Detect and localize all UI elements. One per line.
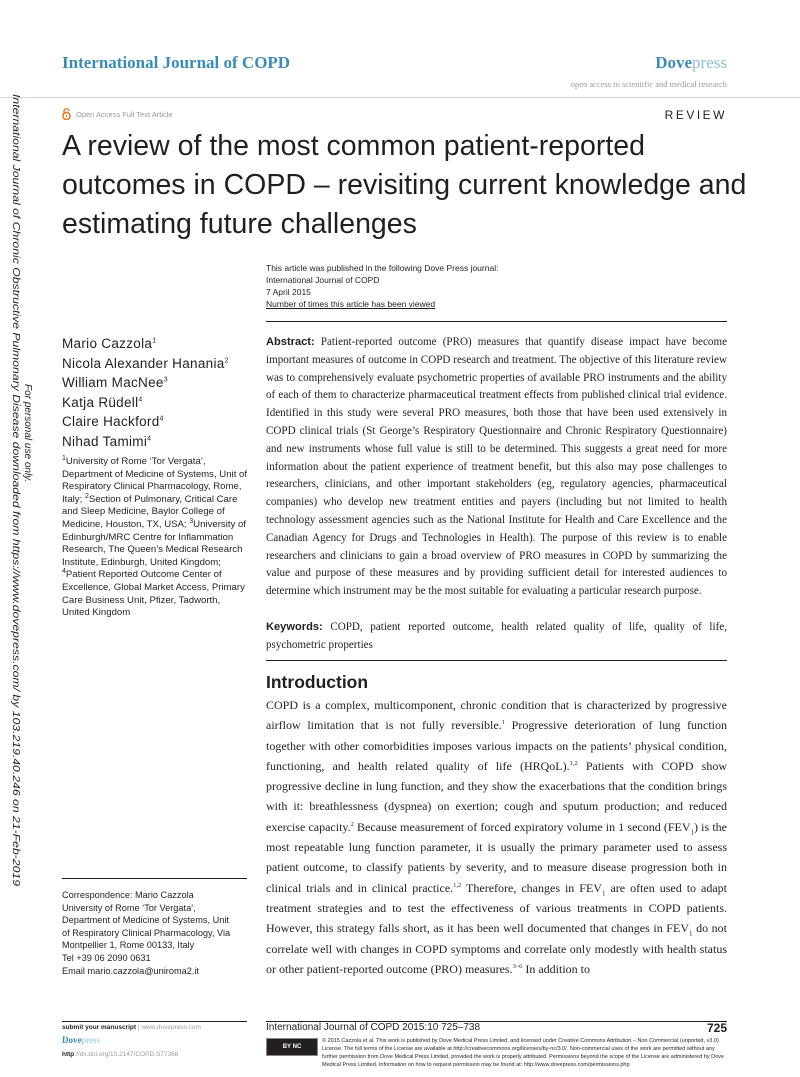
keywords-label: Keywords:	[266, 621, 323, 633]
keywords-text: COPD, patient reported outcome, health related quality of life, quality of life, psychometric properties	[266, 621, 727, 651]
footer-dovepress-logo[interactable]: Dovepress	[62, 1035, 100, 1045]
correspondence-divider	[62, 878, 247, 879]
submit-manuscript-link[interactable]: submit your manuscript | www.dovepress.com	[62, 1024, 201, 1031]
page-number: 725	[706, 1021, 727, 1035]
open-access-label	[62, 108, 173, 120]
affiliation: Section of Pulmonary, Critical Care and Sleep Medicine, Baylor College of Medicine, Houston, TX, USA;	[62, 493, 238, 530]
affiliation: University of Edinburgh/MRC Centre for Inflammation Research, The Queen’s Medical Research Institute, Edinburgh, United Kingdom;	[62, 518, 246, 568]
journal-name[interactable]: International Journal of COPD	[62, 53, 291, 72]
watermark-line: International Journal of Chronic Obstructive Pulmonary Disease downloaded from https://www.dovepress.com/ by 103.219.40.246 on 21-Feb-2019	[10, 94, 21, 743]
brand-main: Dove	[655, 53, 693, 72]
header-divider	[0, 97, 800, 98]
publication-note	[266, 262, 498, 310]
brand-suffix: press	[692, 53, 727, 72]
open-access-text: Open Access Full Text Article	[76, 109, 173, 119]
creative-commons-icon[interactable]: BY NC	[266, 1038, 318, 1056]
pub-note-line: This article was published in the following Dove Press journal:	[266, 263, 499, 273]
abstract-label: Abstract:	[266, 336, 315, 348]
author: Nihad Tamimi$^4$	[62, 433, 152, 449]
author: Nicola Alexander Hanania$^2$	[62, 355, 229, 371]
journal-citation: International Journal of COPD 2015:10 725–738	[266, 1022, 481, 1033]
intro-divider	[266, 660, 727, 661]
affiliation: University of Rome ‘Tor Vergata’, Department of Medicine of Systems, Unit of Respiratory Clinical Pharmacology, Rome, Italy;	[62, 456, 248, 505]
author: William MacNee$^3$	[62, 375, 168, 391]
footer-divider	[62, 1021, 247, 1022]
correspondence	[62, 889, 254, 977]
correspondence-email[interactable]: Email mario.cazzola@uniroma2.it	[62, 965, 199, 976]
watermark-line: For personal use only.	[22, 384, 33, 483]
author: Claire Hackford$^4$	[62, 414, 164, 430]
correspondence-line: Correspondence: Mario Cazzola	[62, 890, 194, 900]
affiliations: $^1$University of Rome ‘Tor Vergata’, Department of Medicine of Systems, Unit of Respiratory Clinical Pharmacology, Rome, Italy; $^2$Section of Pulmonary, Critical Care and Sleep Medicine, Baylor College of Medicine, Houston, TX, USA; $^3$University of Edinburgh/MRC Centre for Inflammation Research, The Queen’s Medical Research Institute, Edinburgh, United Kingdom; $^4$Patient Reported Outcome Center of Excellence, Global Market Access, Primary Care Business Unit, Pfizer, Tadworth, United Kingdom	[62, 454, 248, 619]
abstract-divider	[266, 321, 727, 322]
article-title: A review of the most common patient-reported outcomes in COPD – revisiting current knowledge and estimating future challenges	[62, 130, 747, 240]
abstract-text: Patient-reported outcome (PRO) measures that quantify disease impact have become important measures of outcome in COPD research and treatment. The objective of this literature review was to comprehensively evaluate psychometric properties of available PRO instruments and the ability of each of them to characterize pharmaceutical treatment effects from published clinical trial evidence. Identified in this study were several PRO measures, both those that have been used extensively in COPD clinical trials (St George’s Respiratory Questionnaire and Chronic Respiratory Questionnaire) and new instruments whose full value is still to be determined. This suggests a great need for more information about the patient experience of treatment benefit, but this also may pose challenges to researchers, clinicians, and other important stakeholders (eg, regulatory agencies, pharmaceutical companies) who develop new treatment entities and payers (including but not limited to health technology assessment agencies such as the National Institute for Health and Care Excellence and the Canadian Agency for Drugs and Technologies in Health). The purpose of this review is to enable researchers and clinicians to gain a broad overview of PRO measures in COPD by summarizing the value and purpose of these measures and by providing sufficient detail for interested audiences to determine which instrument may be the most suitable for evaluating a particular research purpose.	[266, 336, 728, 598]
correspondence-line: Montpellier 1, Rome 00133, Italy	[62, 940, 195, 951]
dovepress-logo[interactable]	[655, 53, 727, 73]
download-watermark	[0, 92, 40, 892]
author: Mario Cazzola$^1$	[62, 336, 157, 351]
pub-note-date: 7 April 2015	[266, 287, 311, 297]
intro-paragraph: COPD is a complex, multicomponent, chronic condition that is characterized by progressive airflow limitation that is not fully reversible.$^1$ Progressive deterioration of lung function together with other comorbidities imposes various impacts on the patients’ physical condition, functioning, and health related quality of life (HRQoL).$^{1,2}$ Patients with COPD show progressive decline in lung function, and they show the exacerbations that the condition brings with it: breathlessness (dyspnea) on exertion; cough and sputum production; and reduced exercise capacity.$^2$ Because measurement of forced expiratory volume in 1 second $(FEV_1)$ is the most repeatable lung function parameter, it is usually the primary parameter used to assess patient outcome, to classify patients by severity, and to measure disease progression both in clinical trials and in clinical practice.$^{1,2}$ Therefore, changes in $FEV_1$ are often used to adapt treatment strategies and to test the effectiveness of various treatments in COPD patients. However, this strategy falls short, as it has been well documented that changes in $FEV_1$ do not correlate well with changes in COPD symptoms and correlate only modestly with health status or other patient-reported outcome (PRO) measures.$^{3-6}$ In addition to	[266, 698, 728, 976]
view-count-link[interactable]: Number of times this article has been viewed	[266, 299, 436, 309]
correspondence-line: of Respiratory Clinical Pharmacology, Via	[62, 927, 231, 938]
article-type: REVIEW	[664, 108, 727, 122]
author-list	[62, 334, 229, 452]
doi-link[interactable]: http://dx.doi.org/10.2147/COPD.S77368	[62, 1051, 179, 1058]
open-access-lock-icon	[62, 108, 71, 120]
keywords	[266, 619, 727, 655]
pub-note-journal: International Journal of COPD	[266, 275, 380, 285]
license-text: © 2015 Cazzola et al. This work is published by Dove Medical Press Limited, and licensed under Creative Commons Attribution – Non Commercial (unported, v3.0) License. The full terms of the License are available at http://creativecommons.org/licenses/by-nc/3.0/. Non-commercial uses of the work are permitted without any further permission from Dove Medical Press Limited, provided the work is properly attributed. Permissions beyond the scope of the License are administered by Dove Medical Press Limited. Information on how to request permission may be found at: http://www.dovepress.com/permissions.php	[322, 1038, 724, 1068]
brand-tagline: open access to scientific and medical research	[570, 79, 727, 89]
correspondence-line: Department of Medicine of Systems, Unit	[62, 915, 229, 926]
correspondence-line: Tel +39 06 2090 0631	[62, 952, 151, 963]
correspondence-line: University of Rome ‘Tor Vergata’,	[62, 902, 196, 913]
abstract	[266, 334, 727, 601]
section-heading: Introduction	[266, 672, 369, 692]
author: Katja Rüdell$^4$	[62, 394, 143, 410]
affiliation: Patient Reported Outcome Center of Excellence, Global Market Access, Primary Care Business Unit, Pfizer, Tadworth, United Kingdom	[62, 569, 245, 619]
